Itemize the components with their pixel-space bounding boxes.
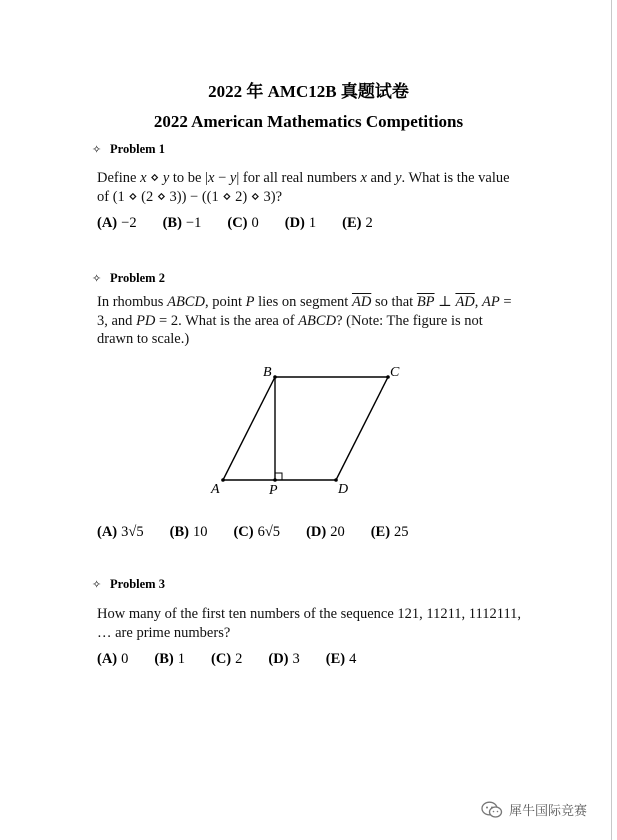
answer-option[interactable]: (B) 1 xyxy=(154,651,185,667)
problem-1-text: Define x ⋄ y to be |x − y| for all real numbers x and y. What is the value of (1 ⋄ (2 ⋄ 3)) − ((1 ⋄ 2) ⋄ 3)? xyxy=(97,170,510,205)
answer-option[interactable]: (E) 2 xyxy=(342,215,373,231)
problem-3-answers xyxy=(97,651,382,668)
side-cd xyxy=(336,377,388,480)
answer-option[interactable]: (C) 0 xyxy=(227,215,259,231)
page-title-chinese: 2022 年 AMC12B 真题试卷 xyxy=(208,82,409,101)
watermark xyxy=(481,800,587,819)
answer-option[interactable]: (E) 4 xyxy=(325,651,357,667)
answer-option[interactable]: (C) 6√5 xyxy=(233,524,281,540)
watermark-text: 犀牛国际竞赛 xyxy=(509,804,588,819)
rhombus-figure xyxy=(205,360,415,500)
answer-option[interactable]: (D) 1 xyxy=(284,215,317,231)
wechat-icon xyxy=(481,801,503,819)
answer-option[interactable]: (C) 2 xyxy=(210,651,243,667)
answer-option[interactable]: (D) 3 xyxy=(268,651,300,667)
answer-option[interactable]: (D) 20 xyxy=(306,524,345,540)
page-title-english: 2022 American Mathematics Competitions xyxy=(153,112,464,131)
answer-option[interactable]: (A) −2 xyxy=(97,215,137,231)
answer-option[interactable]: (E) 25 xyxy=(370,524,409,540)
answer-option[interactable]: (A) 0 xyxy=(97,651,129,667)
problem-2-text: In rhombus ABCD, point P lies on segment $\overline{AD}$ so that $\overline{BP}$ ⊥ $\overline{AD}$, AP = 3, and PD = 2. What is the area of ABCD? (Note: The figure is not drawn to scale.) xyxy=(97,294,512,347)
problem-2-answers xyxy=(97,524,435,541)
problem-1-answers xyxy=(97,215,399,232)
diamond-icon: ✧ xyxy=(92,273,102,285)
label-p: P xyxy=(269,483,278,498)
problem-2-heading xyxy=(92,271,165,286)
problem-3-label: Problem 3 xyxy=(110,577,165,591)
label-b: B xyxy=(263,365,272,380)
label-d: D xyxy=(338,482,349,497)
answer-option[interactable]: (B) 10 xyxy=(169,524,208,540)
label-c: C xyxy=(390,365,400,380)
diamond-icon: ✧ xyxy=(92,144,102,156)
side-ab xyxy=(223,377,275,480)
problem-2-label: Problem 2 xyxy=(110,271,165,285)
problem-1-heading xyxy=(92,142,165,157)
label-a: A xyxy=(211,482,220,497)
answer-option[interactable]: (B) −1 xyxy=(162,215,202,231)
problem-3-heading xyxy=(92,577,165,592)
answer-option[interactable]: (A) 3√5 xyxy=(97,524,144,540)
diamond-icon: ✧ xyxy=(92,579,102,591)
problem-3-text: How many of the first ten numbers of the sequence 121, 11211, 1112111, … are prime numbers? xyxy=(97,606,522,641)
problem-1-label: Problem 1 xyxy=(110,142,165,156)
